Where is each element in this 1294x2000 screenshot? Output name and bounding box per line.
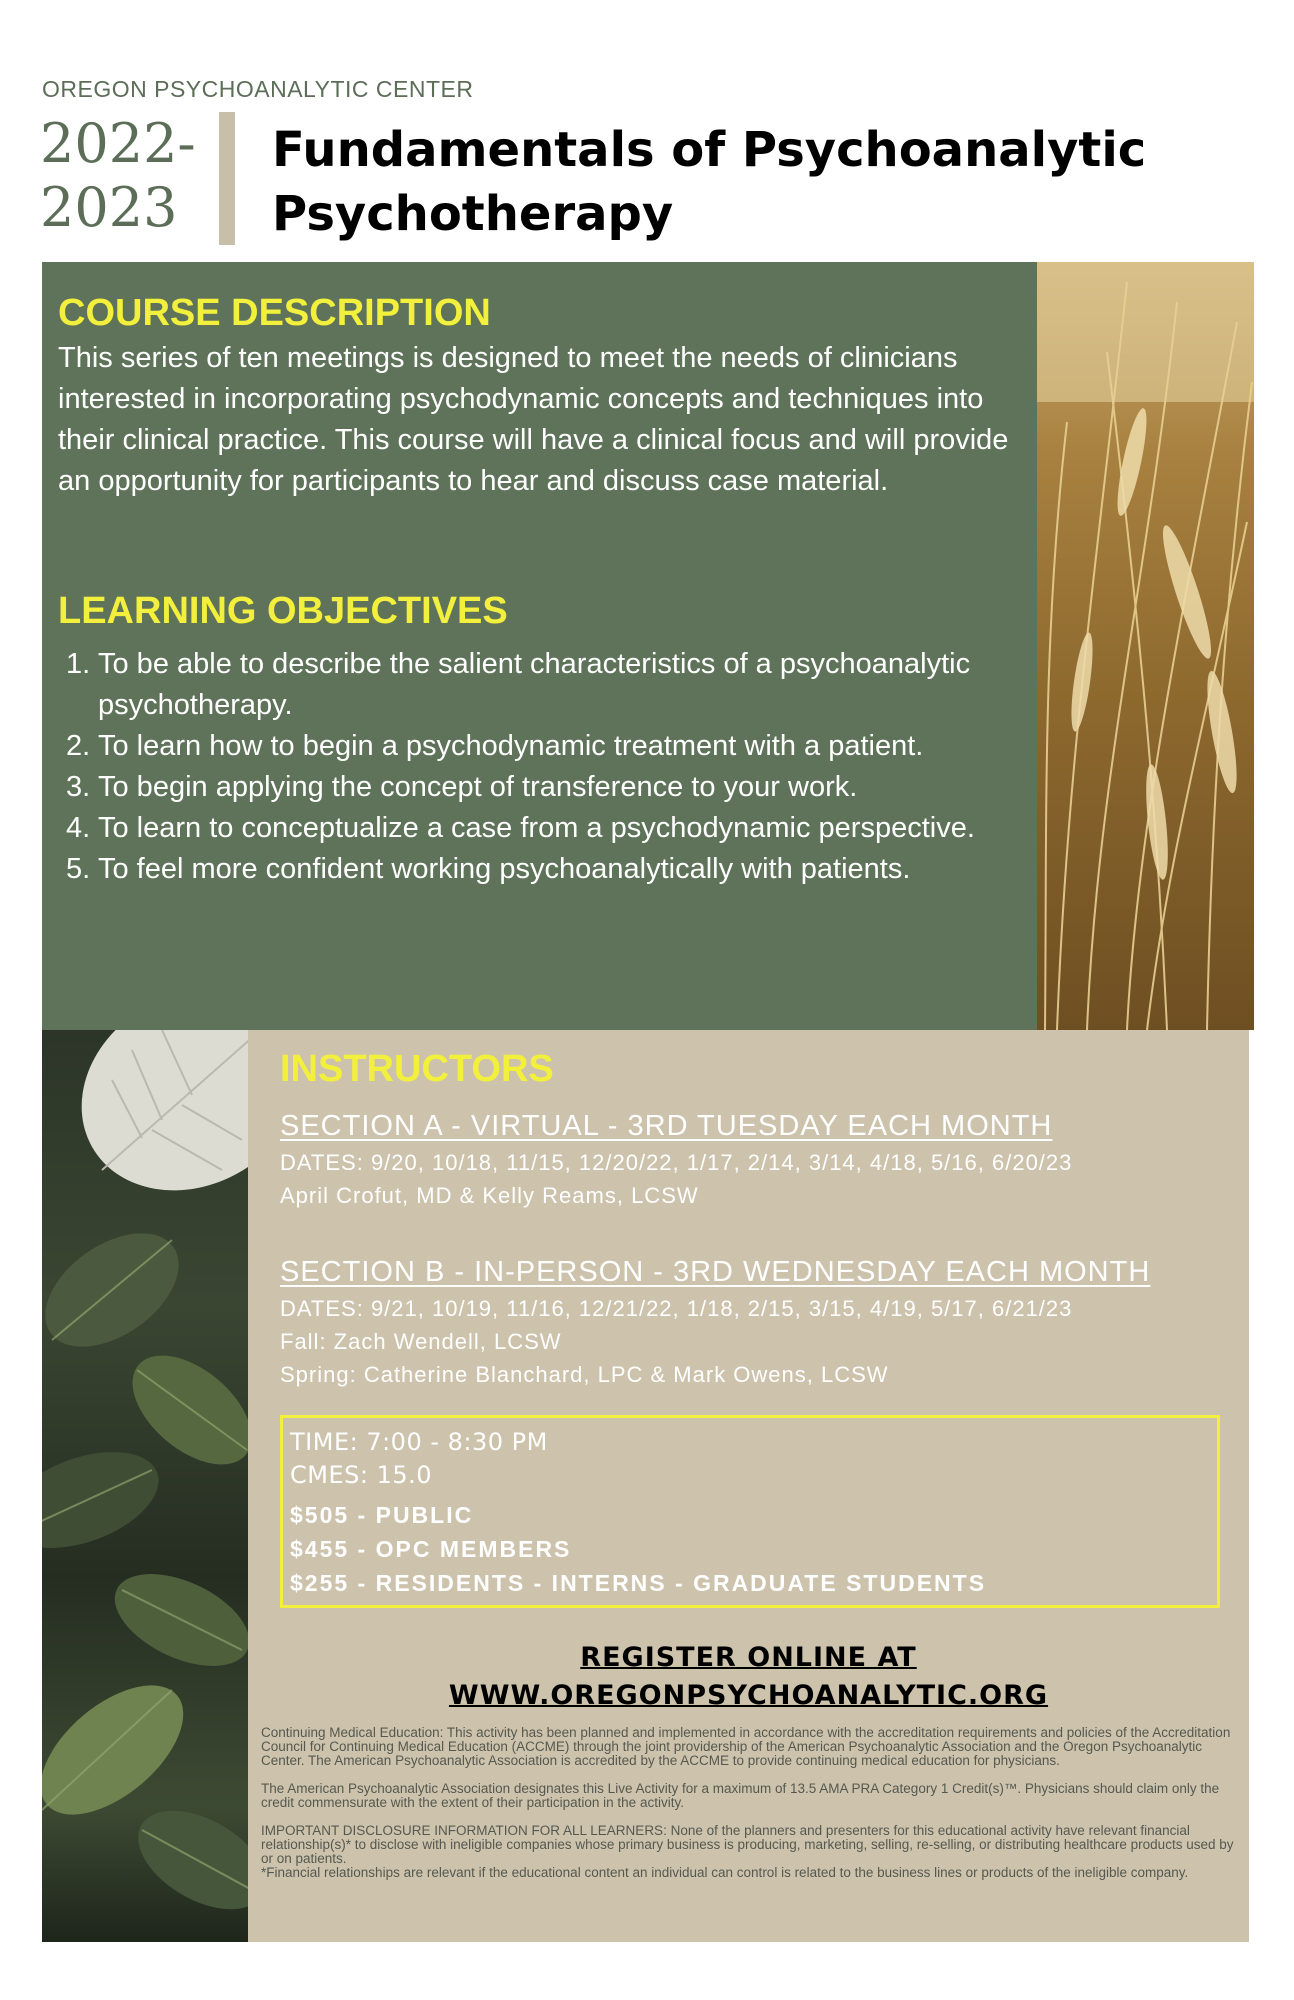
objective-text: To be able to describe the salient characteristics of a psychoanalytic psychotherapy.	[98, 648, 971, 721]
learning-objectives-heading: LEARNING OBJECTIVES	[58, 590, 508, 632]
price-members: $455 - OPC MEMBERS	[290, 1536, 572, 1562]
objective-text: To feel more confident working psychoanalytically with patients.	[98, 853, 911, 885]
objective-item	[58, 767, 1028, 808]
course-cmes: CMES: 15.0	[290, 1461, 433, 1489]
credit-statement: The American Psychoanalytic Association designates this Live Activity for a maximum of 13.5 AMA PRA Category 1 Credit(s)™. Physicians should claim only the credit commensurate with the extent of their participation in the activity.	[261, 1781, 1220, 1810]
objective-number: 4.	[66, 812, 91, 844]
disclosure-footnote: *Financial relationships are relevant if the educational content an individual can control is related to the business lines or products of the ineligible company.	[261, 1865, 1189, 1880]
objective-number: 2.	[66, 730, 91, 762]
organization-name: OREGON PSYCHOANALYTIC CENTER	[42, 76, 474, 102]
objective-number: 3.	[66, 771, 91, 803]
program-years	[40, 112, 196, 240]
objective-text: To learn how to begin a psychodynamic treatment with a patient.	[98, 730, 924, 762]
course-time: TIME: 7:00 - 8:30 PM	[290, 1428, 548, 1456]
cme-statement: Continuing Medical Education: This activity has been planned and implemented in accordance with the accreditation requirements and policies of the Accreditation Council for Continuing Medical Education (ACCME) through the joint providership of the American Psychoanalytic Association and the Oregon Psychoanalytic Center. The American Psychoanalytic Association is accredited by the ACCME to provide continuing medical education for physicians.	[261, 1725, 1231, 1768]
section-b-dates: DATES: 9/21, 10/19, 11/16, 12/21/22, 1/18, 2/15, 3/15, 4/19, 5/17, 6/21/23	[280, 1296, 1073, 1321]
price-public: $505 - PUBLIC	[290, 1502, 474, 1528]
course-description-body: This series of ten meetings is designed to meet the needs of clinicians interested in incorporating psychodynamic concepts and techniques into their clinical practice. This course will have a clinical focus and will provide an opportunity for participants to hear and discuss case material.	[58, 342, 1009, 497]
wheat-grass-photo	[1037, 262, 1254, 1030]
objective-item	[58, 644, 1028, 726]
section-b-fall-instructor: Fall: Zach Wendell, LCSW	[280, 1329, 562, 1354]
section-b-spring-instructors: Spring: Catherine Blanchard, LPC & Mark Owens, LCSW	[280, 1362, 889, 1387]
section-a-instructors: April Crofut, MD & Kelly Reams, LCSW	[280, 1183, 699, 1208]
leaves-photo	[42, 1030, 248, 1942]
section-b-title: SECTION B - IN-PERSON - 3RD WEDNESDAY EACH MONTH	[280, 1256, 1151, 1288]
year-line-2: 2023	[40, 176, 178, 239]
section-a-dates: DATES: 9/20, 10/18, 11/15, 12/20/22, 1/17, 2/14, 3/14, 4/18, 5/16, 6/20/23	[280, 1150, 1073, 1175]
objective-item	[58, 808, 1028, 849]
objective-text: To learn to conceptualize a case from a psychodynamic perspective.	[98, 812, 975, 844]
objective-number: 1.	[66, 648, 91, 680]
year-line-1: 2022-	[40, 112, 196, 175]
instructors-heading: INSTRUCTORS	[280, 1048, 554, 1090]
objective-item	[58, 726, 1028, 767]
disclosure-statement: IMPORTANT DISCLOSURE INFORMATION FOR ALL LEARNERS: None of the planners and presenters for this educational activity have relevant financial relationship(s)* to disclose with ineligible companies whose primary business is producing, marketing, selling, re-selling, or distributing healthcare products used by or on patients.	[261, 1823, 1234, 1866]
title-line-2: Psychotherapy	[272, 186, 674, 242]
learning-objectives-list	[58, 644, 1028, 890]
title-line-1: Fundamentals of Psychoanalytic	[272, 122, 1147, 178]
register-label: REGISTER ONLINE AT	[580, 1642, 917, 1673]
header-divider	[219, 112, 235, 245]
objective-number: 5.	[66, 853, 91, 885]
objective-item	[58, 849, 1028, 890]
course-description-heading: COURSE DESCRIPTION	[58, 292, 491, 334]
objective-text: To begin applying the concept of transference to your work.	[98, 771, 858, 803]
section-a-title: SECTION A - VIRTUAL - 3RD TUESDAY EACH MONTH	[280, 1110, 1053, 1142]
register-link[interactable]: WWW.OREGONPSYCHOANALYTIC.ORG	[448, 1680, 1049, 1711]
page-title	[272, 118, 1252, 246]
price-students: $255 - RESIDENTS - INTERNS - GRADUATE STUDENTS	[290, 1570, 987, 1596]
